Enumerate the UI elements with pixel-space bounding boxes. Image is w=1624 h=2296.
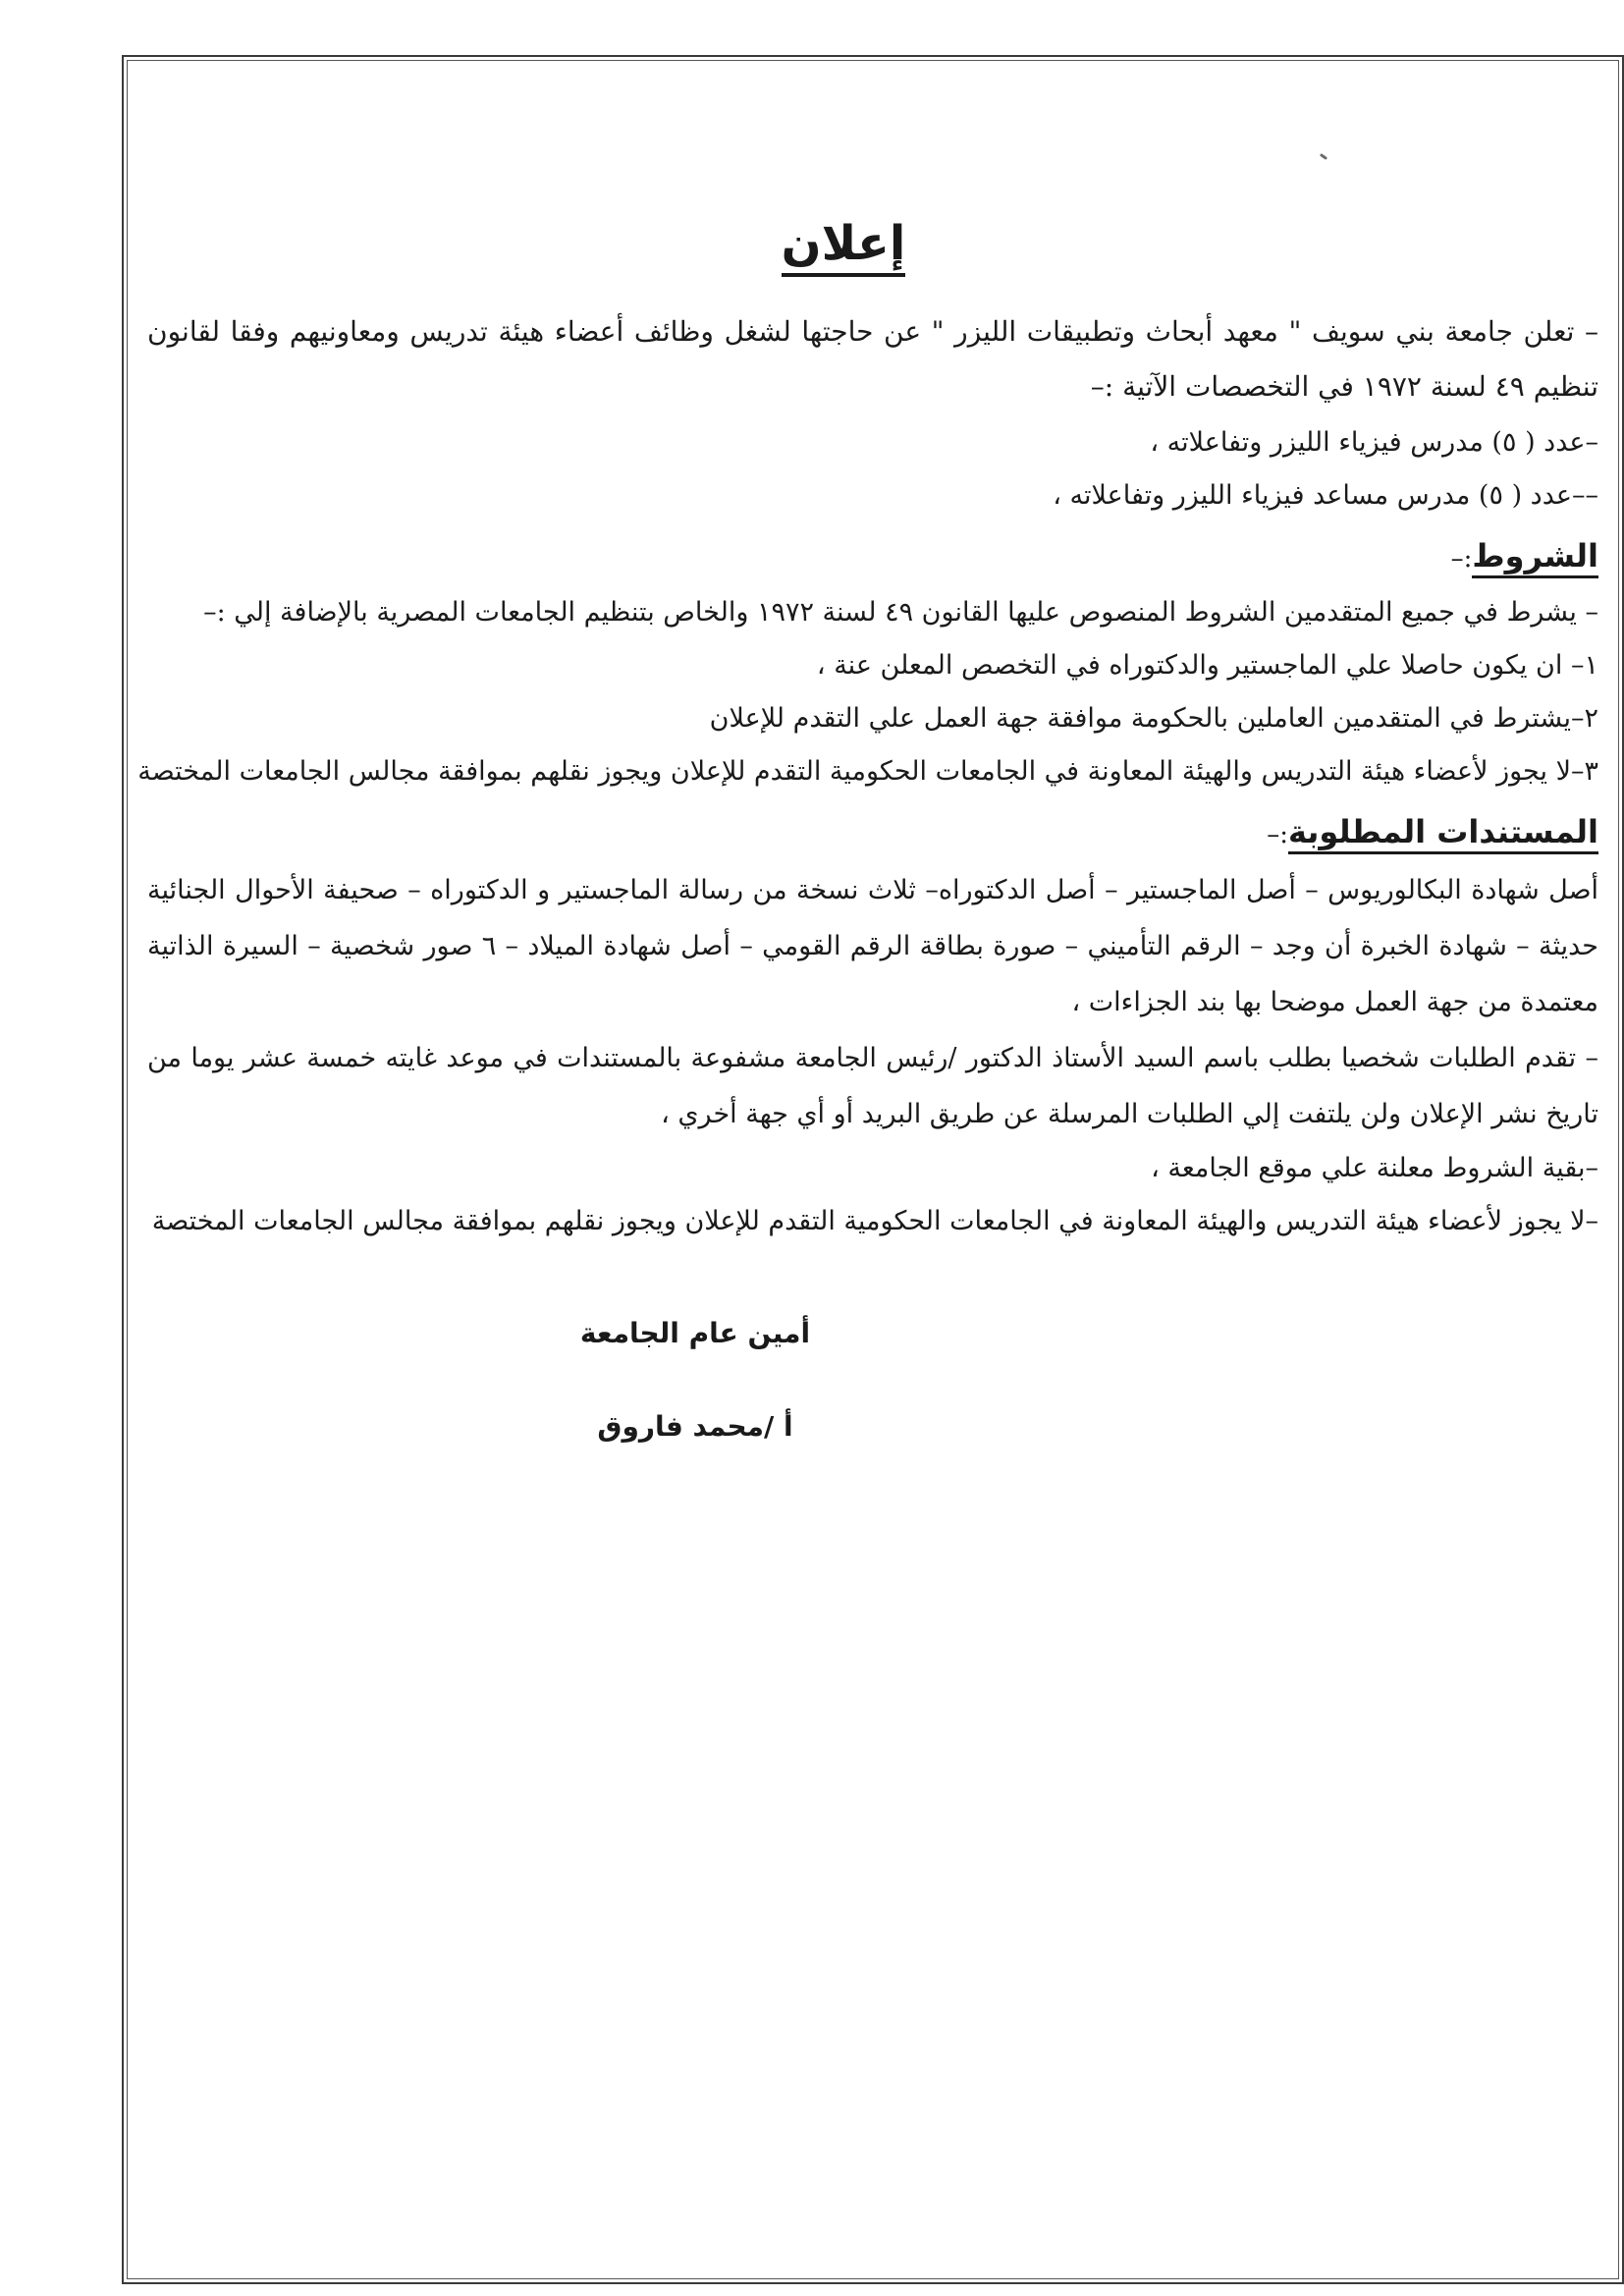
documents-heading — [147, 804, 1598, 862]
conditions-heading-text: الشروط — [1472, 537, 1598, 578]
position-item: –عدد ( ٥) مدرس فيزياء الليزر وتفاعلاته ، — [1150, 427, 1598, 458]
title-text: إعلان — [782, 216, 906, 277]
required-documents-text: أصل شهادة البكالوريوس – أصل الماجستير – أصل الدكتوراه– ثلاث نسخة من رسالة الماجستير و الدكتوراه – صحيفة الأحوال الجنائية حديثة – شهادة الخبرة أن وجد – الرقم التأميني – صورة بطاقة الرقم القومي – أصل شهادة الميلاد – ٦ صور شخصية – السيرة الذاتية معتمدة من جهة العمل موضحا بها بند الجزاءات ، — [147, 875, 1598, 1017]
closing-item: –بقية الشروط معلنة علي موقع الجامعة ، — [1151, 1153, 1598, 1183]
signature-title: أمين عام الجامعة — [579, 1317, 811, 1349]
signature-name: أ /محمد فاروق — [597, 1410, 793, 1443]
condition-item: ٢–يشترط في المتقدمين العاملين بالحكومة موافقة جهة العمل علي التقدم للإعلان — [709, 703, 1598, 734]
document-title — [147, 216, 1598, 277]
intro-paragraph: – تعلن جامعة بني سويف " معهد أبحاث وتطبيقات الليزر " عن حاجتها لشغل وظائف أعضاء هيئة تدريس ومعاونيهم وفقا لقانون تنظيم ٤٩ لسنة ١٩٧٢ في التخصصات الآتية :– — [147, 315, 1598, 403]
signature-block — [577, 1317, 813, 1443]
condition-item: ٣–لا يجوز لأعضاء هيئة التدريس والهيئة المعاونة في الجامعات الحكومية التقدم للإعلان ويجوز نقلهم بموافقة مجالس الجامعات المختصة — [137, 756, 1598, 787]
application-instructions: – تقدم الطلبات شخصيا بطلب باسم السيد الأستاذ الدكتور /رئيس الجامعة مشفوعة بالمستندات في موعد غايته خمسة عشر يوما من تاريخ نشر الإعلان ولن يلتفت إلي الطلبات المرسلة عن طريق البريد أو أي جهة أخري ، — [147, 1043, 1598, 1129]
conditions-heading-tail: :– — [1450, 544, 1473, 574]
conditions-heading — [147, 528, 1598, 586]
position-item: ––عدد ( ٥) مدرس مساعد فيزياء الليزر وتفاعلاته ، — [1053, 480, 1598, 511]
condition-item: ١– ان يكون حاصلا علي الماجستير والدكتوراه في التخصص المعلن عنة ، — [816, 650, 1598, 681]
documents-heading-tail: :– — [1267, 820, 1288, 849]
documents-heading-text: المستندات المطلوبة — [1288, 813, 1598, 854]
condition-item: – يشرط في جميع المتقدمين الشروط المنصوص عليها القانون ٤٩ لسنة ١٩٧٢ والخاص بتنظيم الجامعات المصرية بالإضافة إلي :– — [203, 597, 1598, 628]
closing-item: –لا يجوز لأعضاء هيئة التدريس والهيئة المعاونة في الجامعات الحكومية التقدم للإعلان ويجوز نقلهم بموافقة مجالس الجامعات المختصة — [151, 1206, 1598, 1236]
announcement-body — [137, 216, 1598, 1443]
